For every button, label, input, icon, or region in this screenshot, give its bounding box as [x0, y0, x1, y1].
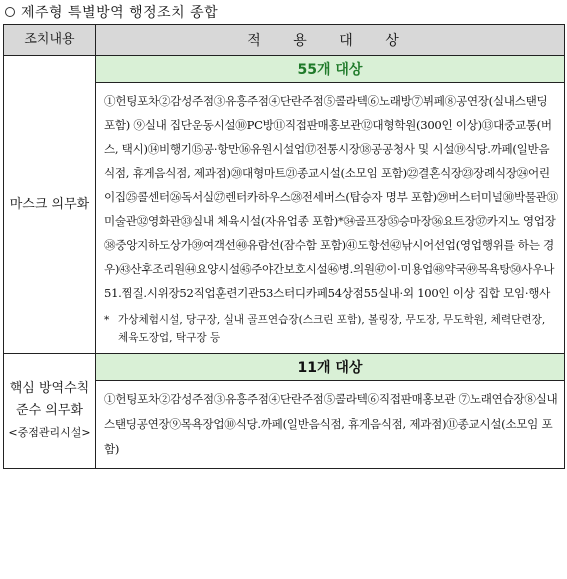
core-category-line3: <중점관리시설> — [8, 426, 91, 439]
core-target-count: 11개 대상 — [96, 354, 565, 381]
core-row — [4, 354, 565, 381]
mask-content — [96, 83, 565, 354]
footnote-text: 가상체험시설, 당구장, 실내 골프연습장(스크린 포함), 볼링장, 무도장, 무도학원, 체력단련장, 체육도장업, 탁구장 등 — [118, 314, 546, 344]
mask-category: 마스크 의무화 — [4, 56, 96, 354]
document-title — [3, 0, 564, 24]
core-content — [96, 381, 565, 469]
mask-target-label: 55개 대상 — [297, 62, 363, 78]
document-title-text: 제주형 특별방역 행정조치 종합 — [21, 5, 219, 21]
table-header-row — [4, 25, 565, 56]
footnote-mark: * — [104, 314, 110, 326]
mask-row — [4, 56, 565, 83]
core-category-line2: 준수 의무화 — [16, 403, 83, 418]
measures-table — [3, 24, 565, 469]
mask-target-list: ①헌팅포차②감성주점③유흥주점④단란주점⑤콜라텍⑥노래방⑦뷔페⑧공연장(실내스탠딩포함) ⑨실내 집단운동시설⑩PC방⑪직접판매홍보관⑫대형학원(300인 이상)⑬대중교통(버스, 택시)⑭비행기⑮공·항만⑯유원시설업⑰전통시장⑱공공청사 및 시설⑲식당.까페(일반음식점, 휴게음식점, 제과점)⑳대형마트㉑종교시설(소모임 포함)㉒결혼식장㉓장례식장㉔어린이집㉕콜센터㉖독서실㉗렌터카하우스㉘전세버스(탑승자 명부 포함)㉙버스터미널㉚박물관㉛미술관㉜영화관㉝실내 체육시설(자유업종 포함)*㉞골프장㉟승마장㊱요트장㊲카지노 영업장㊳중앙지하도상가㊴여객선㊵유람선(잠수함 포함)㊶도항선㊷낚시어선업(영업행위를 하는 경우)㊸산후조리원㊹요양시설㊺주야간보호시설㊻병.의원㊼이·미용업㊽약국㊾목욕탕㊿사우나51.찜질.시위장52직업훈련기관53스터디카페54상점55실내·외 100인 이상 집합 모임·행사 — [104, 94, 558, 300]
core-category-line1: 핵심 방역수칙 — [9, 381, 90, 396]
core-category — [4, 354, 96, 469]
mask-target-count — [96, 56, 565, 83]
mask-footnote — [104, 311, 558, 347]
core-target-list: ①헌팅포차②감성주점③유흥주점④단란주점⑤콜라텍⑥직접판매홍보관 ⑦노래연습장⑧실내 스탠딩공연장⑨목욕장업⑩식당.까페(일반음식점, 휴게음식점, 제과점)⑪종교시설(소모임 포함) — [104, 392, 558, 456]
header-targets: 적 용 대 상 — [96, 25, 565, 56]
circle-bullet-icon — [5, 7, 15, 17]
header-measure: 조치내용 — [4, 25, 96, 56]
